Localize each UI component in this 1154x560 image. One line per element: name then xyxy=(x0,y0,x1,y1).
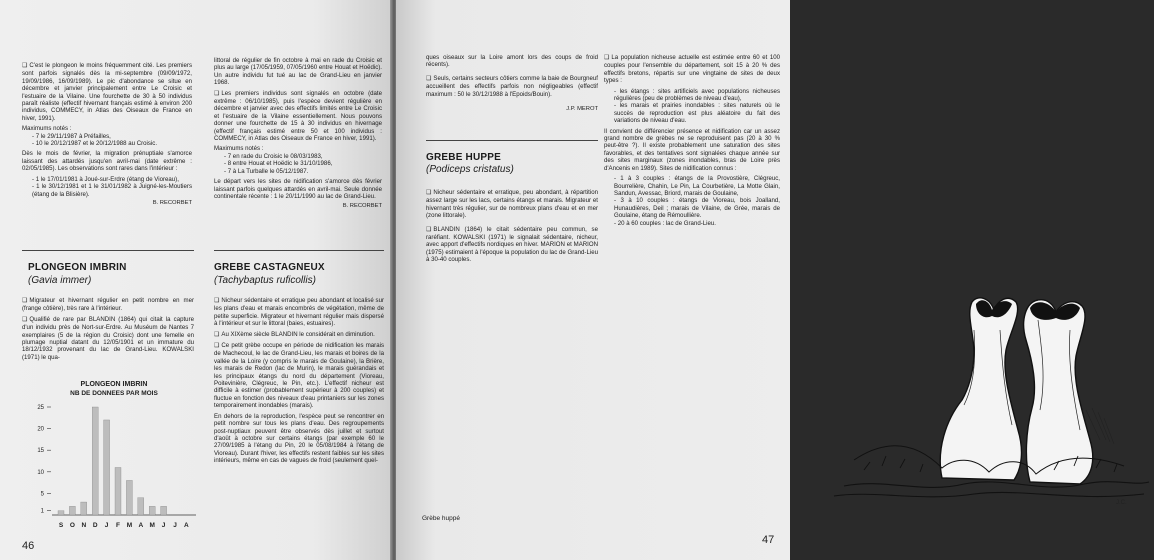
text-line: - 1 le 17/01/1981 à Joué-sur-Erdre (étang de Vioreau), xyxy=(32,175,179,183)
illustration-initials: J.C. xyxy=(1116,500,1127,506)
illustration-caption: Grèbe huppé xyxy=(422,515,460,522)
text-line: Maximums notés : xyxy=(22,125,72,133)
chart-bar xyxy=(149,506,155,515)
paragraph: Les premiers individus sont signalés en octobre (date extrême : 06/10/1985), puis l'espèce devient régulière en décembre et janvier avec des effectifs limités entre Le Croisic et l'estuaire de la Vilaine essentiellement. Nous pouvons donner une fourchette de 15 à 30 individus en hivernage (effectif français estimé entre 50 et 100 individus : COMMECY, in Atlas des Oiseaux de France en hiver, 1991). xyxy=(214,89,382,143)
paragraph: littoral de régulier de fin octobre à mai en rade du Croisic et plus au large (17/05/1959, 07/05/1960 entre Houat et Hoëdic). Un autre individu fut tué au lac de Grand-Lieu en janvier 1968. xyxy=(214,57,382,87)
plongeon-imbrin-text xyxy=(22,297,194,364)
page-number: 46 xyxy=(22,540,35,552)
author-signature: J.P. MEROT xyxy=(566,106,598,113)
grebe-courtship-illustration xyxy=(824,290,1154,510)
chart-subtitle: NB DE DONNEES PAR MOIS xyxy=(70,390,158,397)
species-title: GREBE CASTAGNEUX xyxy=(214,262,325,273)
y-tick-label: 10 xyxy=(37,469,44,476)
bullet-icon: ❑ xyxy=(22,316,28,323)
column-1-top xyxy=(22,62,192,207)
text-line: - 10 le 20/12/1987 et le 20/12/1988 au Croisic. xyxy=(32,140,158,148)
right-grebe-crest xyxy=(1030,302,1080,320)
text-line: - les étangs : sites artificiels avec populations nicheuses régulières (peu de problèmes de niveau d'eau), xyxy=(614,87,780,103)
paragraph: BLANDIN (1864) le citait sédentaire peu commun, se raréfiant. KOWALSKI (1971) le signalait sédentaire, nicheur, avec apport d'effectifs nordiques en hiver. MARION et MARION (1975) estimaient à l'époque la population du lac de Grand-Lieu à 30-40 couples. xyxy=(426,225,598,264)
text-line: Maximums notés : xyxy=(214,145,264,153)
paragraph: Qualifié de rare par BLANDIN (1864) qui citait la capture d'un individu près de Nort-sur-Erdre. Au Muséum de Nantes 7 exemplaires (5 de la région du Croisic) dont une femelle en plumage nuptial datant du 12/05/1901 et un immature du 18/12/1932 provenant du lac de Grand-Lieu. KOWALSKI (1971) le qua- xyxy=(22,315,194,361)
paragraph: Nicheur sédentaire et erratique, peu abondant, à répartition assez large sur les lacs, certains étangs et marais. Migrateur et hivernant très régulier, sur de nombreux plans d'eau et en mer (zone littorale). xyxy=(426,189,598,220)
x-tick-label: S xyxy=(58,522,64,529)
bullet-icon: ❑ xyxy=(426,226,432,233)
x-tick-label: J xyxy=(161,522,166,529)
text-line: - 1 à 3 couples : étangs de la Provostière, Clégreuc, Bourrelière, Chahin, Le Pin, La Courbetière, La Motte Glain, Sandun, Avessac, Briord, marais de Goulaine, xyxy=(614,175,780,197)
x-tick-label: O xyxy=(69,522,75,529)
bullet-icon: ❑ xyxy=(22,298,28,304)
x-tick-label: J xyxy=(173,522,177,529)
bullet-icon: ❑ xyxy=(214,343,220,350)
text-line: - 8 entre Houat et Hoëdic le 31/10/1986, xyxy=(224,160,333,168)
chart-bar xyxy=(104,420,110,515)
chart-bar xyxy=(69,506,75,515)
species-latin-name: (Gavia immer) xyxy=(28,275,92,286)
y-tick-label: 1 xyxy=(40,508,44,515)
chart-bar xyxy=(81,502,87,515)
paragraph: Le départ vers les sites de nidification s'amorce dès février laissant parfois quelques attardés en avril-mai. Seule donnée continentale récente : 1 le 20/11/1990 au lac de Grand-Lieu. xyxy=(214,178,382,200)
x-tick-label: A xyxy=(138,522,144,529)
section-divider xyxy=(22,250,194,251)
water-surface xyxy=(834,482,1149,497)
text-line: - 20 à 60 couples : lac de Grand-Lieu. xyxy=(614,219,716,227)
chart-title: PLONGEON IMBRIN xyxy=(80,381,148,388)
x-tick-label: F xyxy=(116,522,120,529)
paragraph: Seuls, certains secteurs côtiers comme la baie de Bourgneuf accueillent des effectifs parfois non négligeables (effectif maximum : 50 le 30/12/1988 à l'Epoids/Bouin). xyxy=(426,74,598,98)
bar-chart xyxy=(14,377,204,537)
species-title: PLONGEON IMBRIN xyxy=(28,262,127,273)
column-2-top xyxy=(214,57,382,211)
bullet-icon: ❑ xyxy=(214,331,220,338)
text-line: - 7 en rade du Croisic le 08/03/1983, xyxy=(224,152,323,160)
chart-bar xyxy=(161,506,167,515)
bullet-icon: ❑ xyxy=(426,75,432,82)
species-latin-name: (Tachybaptus ruficollis) xyxy=(214,275,316,286)
bullet-icon: ❑ xyxy=(604,55,610,61)
x-tick-label: M xyxy=(149,522,155,529)
paragraph: ques oiseaux sur la Loire amont lors des coups de froid récents). xyxy=(426,54,598,69)
grebe-castagneux-text xyxy=(214,297,384,468)
paragraph: C'est le plongeon le moins fréquemment cité. Les premiers sont parfois signalés dès la mi-septembre (09/09/1972, 19/09/1986, 16/09/1989). Le pic d'abondance se situe en décembre et janvier principalement entre Le Croisic et l'estuaire de la Vilaine. Une fourchette de 30 à 50 individus paraît réaliste (effectif hivernant français estimé à environ 200 individus, COMMECY, in Atlas des Oiseaux de France en hiver, 1991). xyxy=(22,62,192,122)
species-title: GREBE HUPPE xyxy=(426,152,501,163)
x-tick-label: N xyxy=(81,522,87,529)
section-divider xyxy=(214,250,384,251)
y-tick-label: 5 xyxy=(40,491,44,498)
bullet-icon: ❑ xyxy=(426,190,432,196)
chart-bar xyxy=(58,511,64,515)
chart-bar xyxy=(92,407,98,515)
x-tick-label: D xyxy=(92,522,98,529)
page-number: 47 xyxy=(762,534,775,546)
column-2 xyxy=(604,54,780,227)
bullet-icon: ❑ xyxy=(214,90,220,97)
right-page xyxy=(396,0,1127,560)
left-page xyxy=(0,0,392,560)
paragraph: Dès le mois de février, la migration prénuptiale s'amorce laissant des attardés jusqu'en avril-mai (date extrême : 02/05/1985). Les observations sont rares dans l'intérieur : xyxy=(22,150,192,173)
y-tick-label: 20 xyxy=(37,426,44,433)
text-line: - 1 le 30/12/1981 et 1 le 31/01/1982 à Juigné-les-Moutiers (étang de la Blisière). xyxy=(32,183,192,198)
paragraph: La population nicheuse actuelle est estimée entre 60 et 100 couples pour l'ensemble du département, soit 15 à 20 % des effectifs bretons, répartis sur une vingtaine de sites de deux types : xyxy=(604,54,780,85)
right-grebe xyxy=(1024,300,1093,484)
chart-bar xyxy=(138,498,144,515)
author-signature: B. RECORBET xyxy=(152,199,192,206)
column-1-top xyxy=(426,54,598,113)
y-tick-label: 15 xyxy=(37,448,44,455)
text-line: - 7 à La Turballe le 05/12/1987. xyxy=(224,167,309,175)
paragraph: Nicheur sédentaire et erratique peu abondant et localisé sur les plans d'eau et marais encombrés de végétation, même de petite superficie. Migrateur et hivernant régulier mais dispersé à l'intérieur et sur le littoral (baies, estuaires). xyxy=(214,297,384,328)
paragraph: Migrateur et hivernant régulier en petit nombre en mer (frange côtière), très rare à l'intérieur. xyxy=(22,297,194,313)
author-signature: B. RECORBET xyxy=(342,203,382,210)
paragraph: Ce petit grèbe occupe en période de nidification les marais de Machecoul, le lac de Grand-Lieu, les marais et boires de la vallée de la Loire (y compris le marais de Goulaine), la Brière, les marais de Redon (lac de Murin), le marais guérandais et les principaux étangs du nord du département (Vioreau, Poitevinière, Clégreuc, le Pin, etc.). L'effectif nicheur est difficile à estimer (probablement supérieur à 200 couples) et fluctue en fonction des niveaux d'eau printaniers sur les zones temporairement inondables (marais). xyxy=(214,342,384,410)
y-tick-label: 25 xyxy=(37,405,44,411)
paragraph: Au XIXème siècle BLANDIN le considérait en diminution. xyxy=(221,330,375,338)
x-tick-label: A xyxy=(184,522,189,529)
bullet-icon: ❑ xyxy=(22,63,28,69)
section-divider xyxy=(426,140,598,141)
chart-bar xyxy=(126,480,132,515)
text-line: - 3 à 10 couples : étangs de Vioreau, bois Joalland, Hunaudières, Deil ; marais de Vilaine, de Grée, marais de Goulaine, étang de Rémoullière. xyxy=(614,197,780,220)
x-tick-label: J xyxy=(104,522,109,529)
grebe-huppe-text xyxy=(426,189,598,267)
paragraph: En dehors de la reproduction, l'espèce peut se rencontrer en petit nombre sur tous les plans d'eau. Des regroupements post-nuptiaux peuvent être observés dès juillet et surtout d'août à octobre sur certains étangs (par exemple 60 le 27/09/1985 à l'étang du Pin, 20 le 05/08/1984 à l'étang de Vioreau). Durant l'hiver, les effectifs restent faibles sur les sites intérieurs, même en cas de vagues de froid (seulement quel- xyxy=(214,412,384,465)
left-grebe xyxy=(940,298,1021,480)
bullet-icon: ❑ xyxy=(214,298,220,304)
text-line: - les marais et prairies inondables : sites naturels où le succès de reproduction est plus aléatoire du fait des variations de niveau d'eau. xyxy=(614,102,780,125)
paragraph: Il convient de différencier présence et nidification car un assez grand nombre de grèbes ne se reproduisent pas (20 à 30 % peut-être ?). Il existe probablement une saturation des sites favorables, et des tentatives sont signalées chaque année sur des sites marginaux (zones inondables, bras de Loire près d'Ancenis en 1989). Sites de nidification connus : xyxy=(604,127,780,172)
x-tick-label: M xyxy=(126,522,133,529)
species-latin-name: (Podiceps cristatus) xyxy=(426,164,514,175)
text-line: - 7 le 29/11/1987 à Préfailles, xyxy=(32,132,111,140)
chart-bar xyxy=(115,467,121,515)
